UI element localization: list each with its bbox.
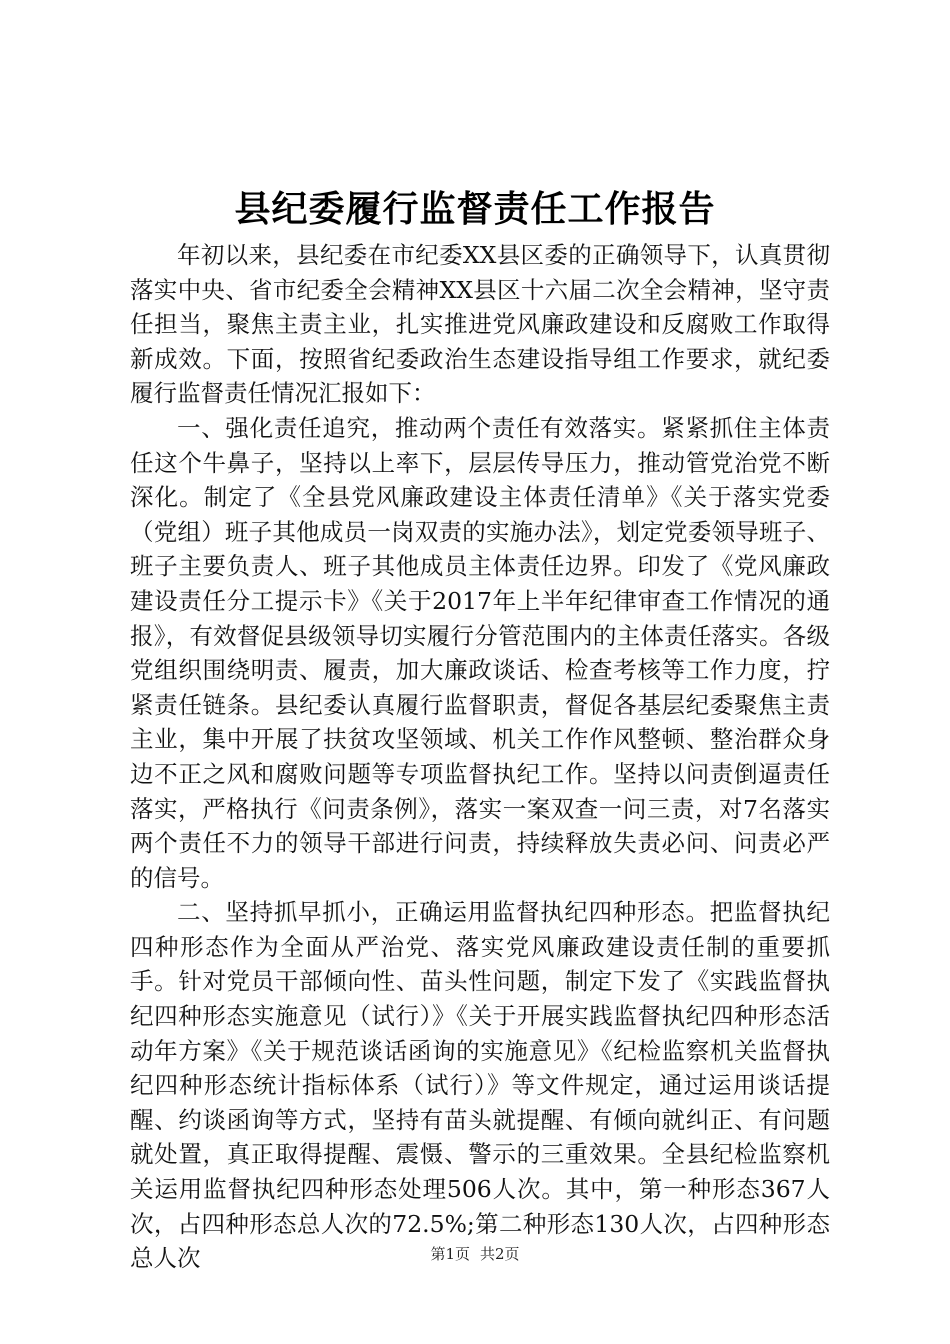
page-number: 第1页 [430, 1245, 470, 1263]
paragraph-section-2: 二、坚持抓早抓小，正确运用监督执纪四种形态。把监督执纪四种形态作为全面从严治党、落实党风廉政建设责任制的重要抓手。针对党员干部倾向性、苗头性问题，制定下发了《实践监督执纪四种形态实施意见（试行）》《关于开展实践监督执纪四种形态活动年方案》《关于规范谈话函询的实施意见》《纪检监察机关监督执纪四种形态统计指标体系（试行）》等文件规定，通过运用谈话提醒、约谈函询等方式，坚持有苗头就提醒、有倾向就纠正、有问题就处置，真正取得提醒、震慑、警示的三重效果。全县纪检监察机关运用监督执纪四种形态处理506人次。其中，第一种形态367人次，占四种形态总人次的72.5%;第二种形态130人次，占四种形态总人次 [130, 898, 830, 1273]
page-total: 共2页 [480, 1245, 520, 1263]
document-title: 县纪委履行监督责任工作报告 [234, 188, 716, 230]
paragraph-section-1: 一、强化责任追究，推动两个责任有效落实。紧紧抓住主体责任这个牛鼻子，坚持以上率下，层层传导压力，推动管党治党不断深化。制定了《全县党风廉政建设主体责任清单》《关于落实党委（党组）班子其他成员一岗双责的实施办法》，划定党委领导班子、班子主要负责人、班子其他成员主体责任边界。印发了《党风廉政建设责任分工提示卡》《关于2017年上半年纪律审查工作情况的通报》，有效督促县级领导切实履行分管范围内的主体责任落实。各级党组织围绕明责、履责，加大廉政谈话、检查考核等工作力度，拧紧责任链条。县纪委认真履行监督职责，督促各基层纪委聚焦主责主业，集中开展了扶贫攻坚领域、机关工作作风整顿、整治群众身边不正之风和腐败问题等专项监督执纪工作。坚持以问责倒逼责任落实，严格执行《问责条例》，落实一案双查一问三责，对7名落实两个责任不力的领导干部进行问责，持续释放失责必问、问责必严的信号。 [130, 413, 830, 892]
document-body [130, 238, 830, 1276]
page-footer [0, 1243, 950, 1265]
paragraph-intro: 年初以来，县纪委在市纪委XX县区委的正确领导下，认真贯彻落实中央、省市纪委全会精神XX县区十六届二次全会精神，坚守责任担当，聚焦主责主业，扎实推进党风廉政建设和反腐败工作取得新成效。下面，按照省纪委政治生态建设指导组工作要求，就纪委履行监督责任情况汇报如下： [130, 241, 830, 408]
